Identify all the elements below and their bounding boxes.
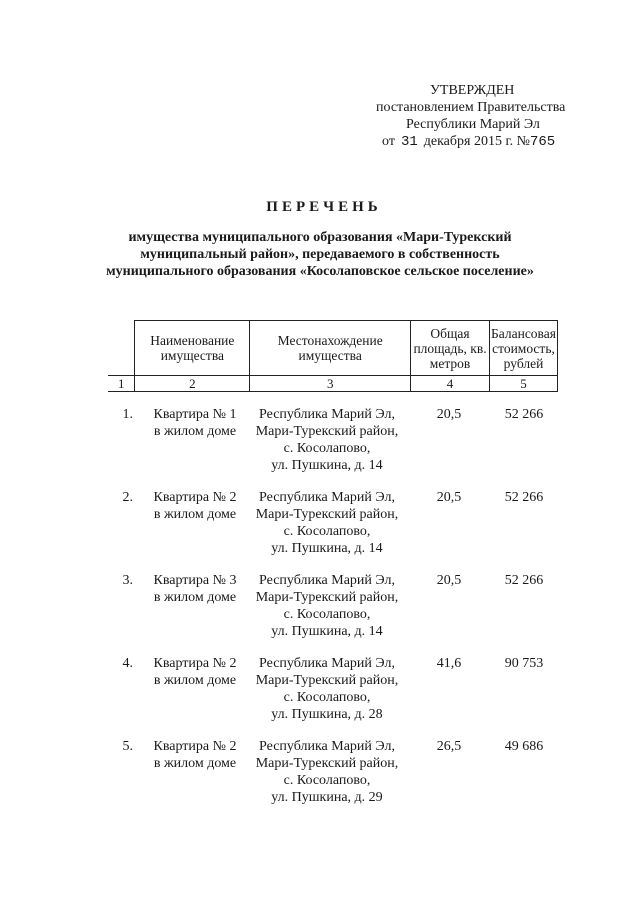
location-line: Мари-Турекский район, (255, 424, 399, 439)
location-line: Мари-Турекский район, (255, 590, 399, 605)
row-number: 3. (122, 573, 133, 588)
column-number: 1 (108, 376, 135, 392)
approval-date-prefix: от (382, 134, 395, 149)
property-name-line: Квартира № 2 (153, 739, 237, 754)
location-line: Мари-Турекский район, (255, 756, 399, 771)
table-body (108, 406, 558, 821)
location-line: с. Косолапово, (283, 607, 371, 622)
location-line: Республика Марий Эл, (259, 490, 395, 505)
document-subtitle (0, 229, 640, 280)
table-row (108, 738, 558, 821)
location-line: ул. Пушкина, д. 28 (271, 707, 383, 722)
location-line: с. Косолапово, (283, 773, 371, 788)
row-number: 4. (122, 656, 133, 671)
table-row (108, 489, 558, 572)
table-row (108, 572, 558, 655)
approval-date-number: 765 (529, 134, 556, 150)
property-name-line: в жилом доме (153, 507, 237, 522)
subtitle-line-3: муниципального образования «Косолаповское сельское поселение» (106, 264, 534, 279)
approval-date-day: 31 (400, 134, 418, 150)
property-name (140, 738, 250, 772)
header-cell-num (108, 321, 135, 376)
location-line: Республика Марий Эл, (259, 573, 395, 588)
property-location (247, 738, 407, 806)
approval-title: УТВЕРЖДЕН (430, 83, 515, 98)
approval-date-rest: декабря 2015 г. № (423, 134, 530, 149)
property-name-line: в жилом доме (153, 756, 237, 771)
property-name-line: Квартира № 2 (153, 490, 237, 505)
property-name (140, 406, 250, 440)
property-name-line: Квартира № 1 (153, 407, 237, 422)
property-name-line: Квартира № 3 (153, 573, 237, 588)
location-line: Республика Марий Эл, (259, 407, 395, 422)
property-cost: 90 753 (504, 656, 544, 671)
property-cost: 52 266 (504, 490, 544, 505)
location-line: Республика Марий Эл, (259, 739, 395, 754)
property-area: 20,5 (436, 573, 462, 588)
location-line: с. Косолапово, (283, 441, 371, 456)
property-cost: 52 266 (504, 407, 544, 422)
location-line: с. Косолапово, (283, 690, 371, 705)
approval-line-1: постановлением Правительства (376, 100, 566, 115)
table-row (108, 655, 558, 738)
table-header (108, 320, 558, 392)
header-cell-area: Общая площадь, кв. метров (411, 321, 490, 376)
property-cost: 52 266 (504, 573, 544, 588)
header-cell-cost: Балансовая стоимость, рублей (489, 321, 557, 376)
header-cell-name: Наименование имущества (135, 321, 250, 376)
subtitle-line-2: муниципальный район», передаваемого в собственность (140, 247, 500, 262)
subtitle-line-1: имущества муниципального образования «Мари-Турекский (128, 230, 512, 245)
location-line: Мари-Турекский район, (255, 673, 399, 688)
document-title: ПЕРЕЧЕНЬ (266, 199, 382, 215)
property-cost: 49 686 (504, 739, 544, 754)
approval-date (330, 133, 620, 151)
location-line: ул. Пушкина, д. 14 (271, 458, 383, 473)
column-number-row (108, 376, 558, 392)
property-name-line: в жилом доме (153, 424, 237, 439)
header-row (108, 321, 558, 376)
property-area: 26,5 (436, 739, 462, 754)
column-number: 3 (250, 376, 411, 392)
header-cell-location: Местонахождение имущества (250, 321, 411, 376)
column-number: 5 (489, 376, 557, 392)
property-location (247, 572, 407, 640)
approval-line-2: Республики Марий Эл (406, 117, 540, 132)
column-number: 4 (411, 376, 490, 392)
column-number: 2 (135, 376, 250, 392)
location-line: ул. Пушкина, д. 14 (271, 624, 383, 639)
location-line: ул. Пушкина, д. 29 (271, 790, 383, 805)
location-line: ул. Пушкина, д. 14 (271, 541, 383, 556)
row-number: 2. (122, 490, 133, 505)
approval-block (330, 82, 620, 151)
property-name-line: в жилом доме (153, 590, 237, 605)
property-name (140, 572, 250, 606)
location-line: Республика Марий Эл, (259, 656, 395, 671)
row-number: 5. (122, 739, 133, 754)
property-location (247, 489, 407, 557)
table-row (108, 406, 558, 489)
row-number: 1. (122, 407, 133, 422)
property-name-line: Квартира № 2 (153, 656, 237, 671)
property-name-line: в жилом доме (153, 673, 237, 688)
location-line: с. Косолапово, (283, 524, 371, 539)
property-location (247, 655, 407, 723)
property-name (140, 655, 250, 689)
property-area: 20,5 (436, 490, 462, 505)
property-area: 20,5 (436, 407, 462, 422)
location-line: Мари-Турекский район, (255, 507, 399, 522)
property-name (140, 489, 250, 523)
property-location (247, 406, 407, 474)
document-heading (0, 199, 640, 280)
property-area: 41,6 (436, 656, 462, 671)
